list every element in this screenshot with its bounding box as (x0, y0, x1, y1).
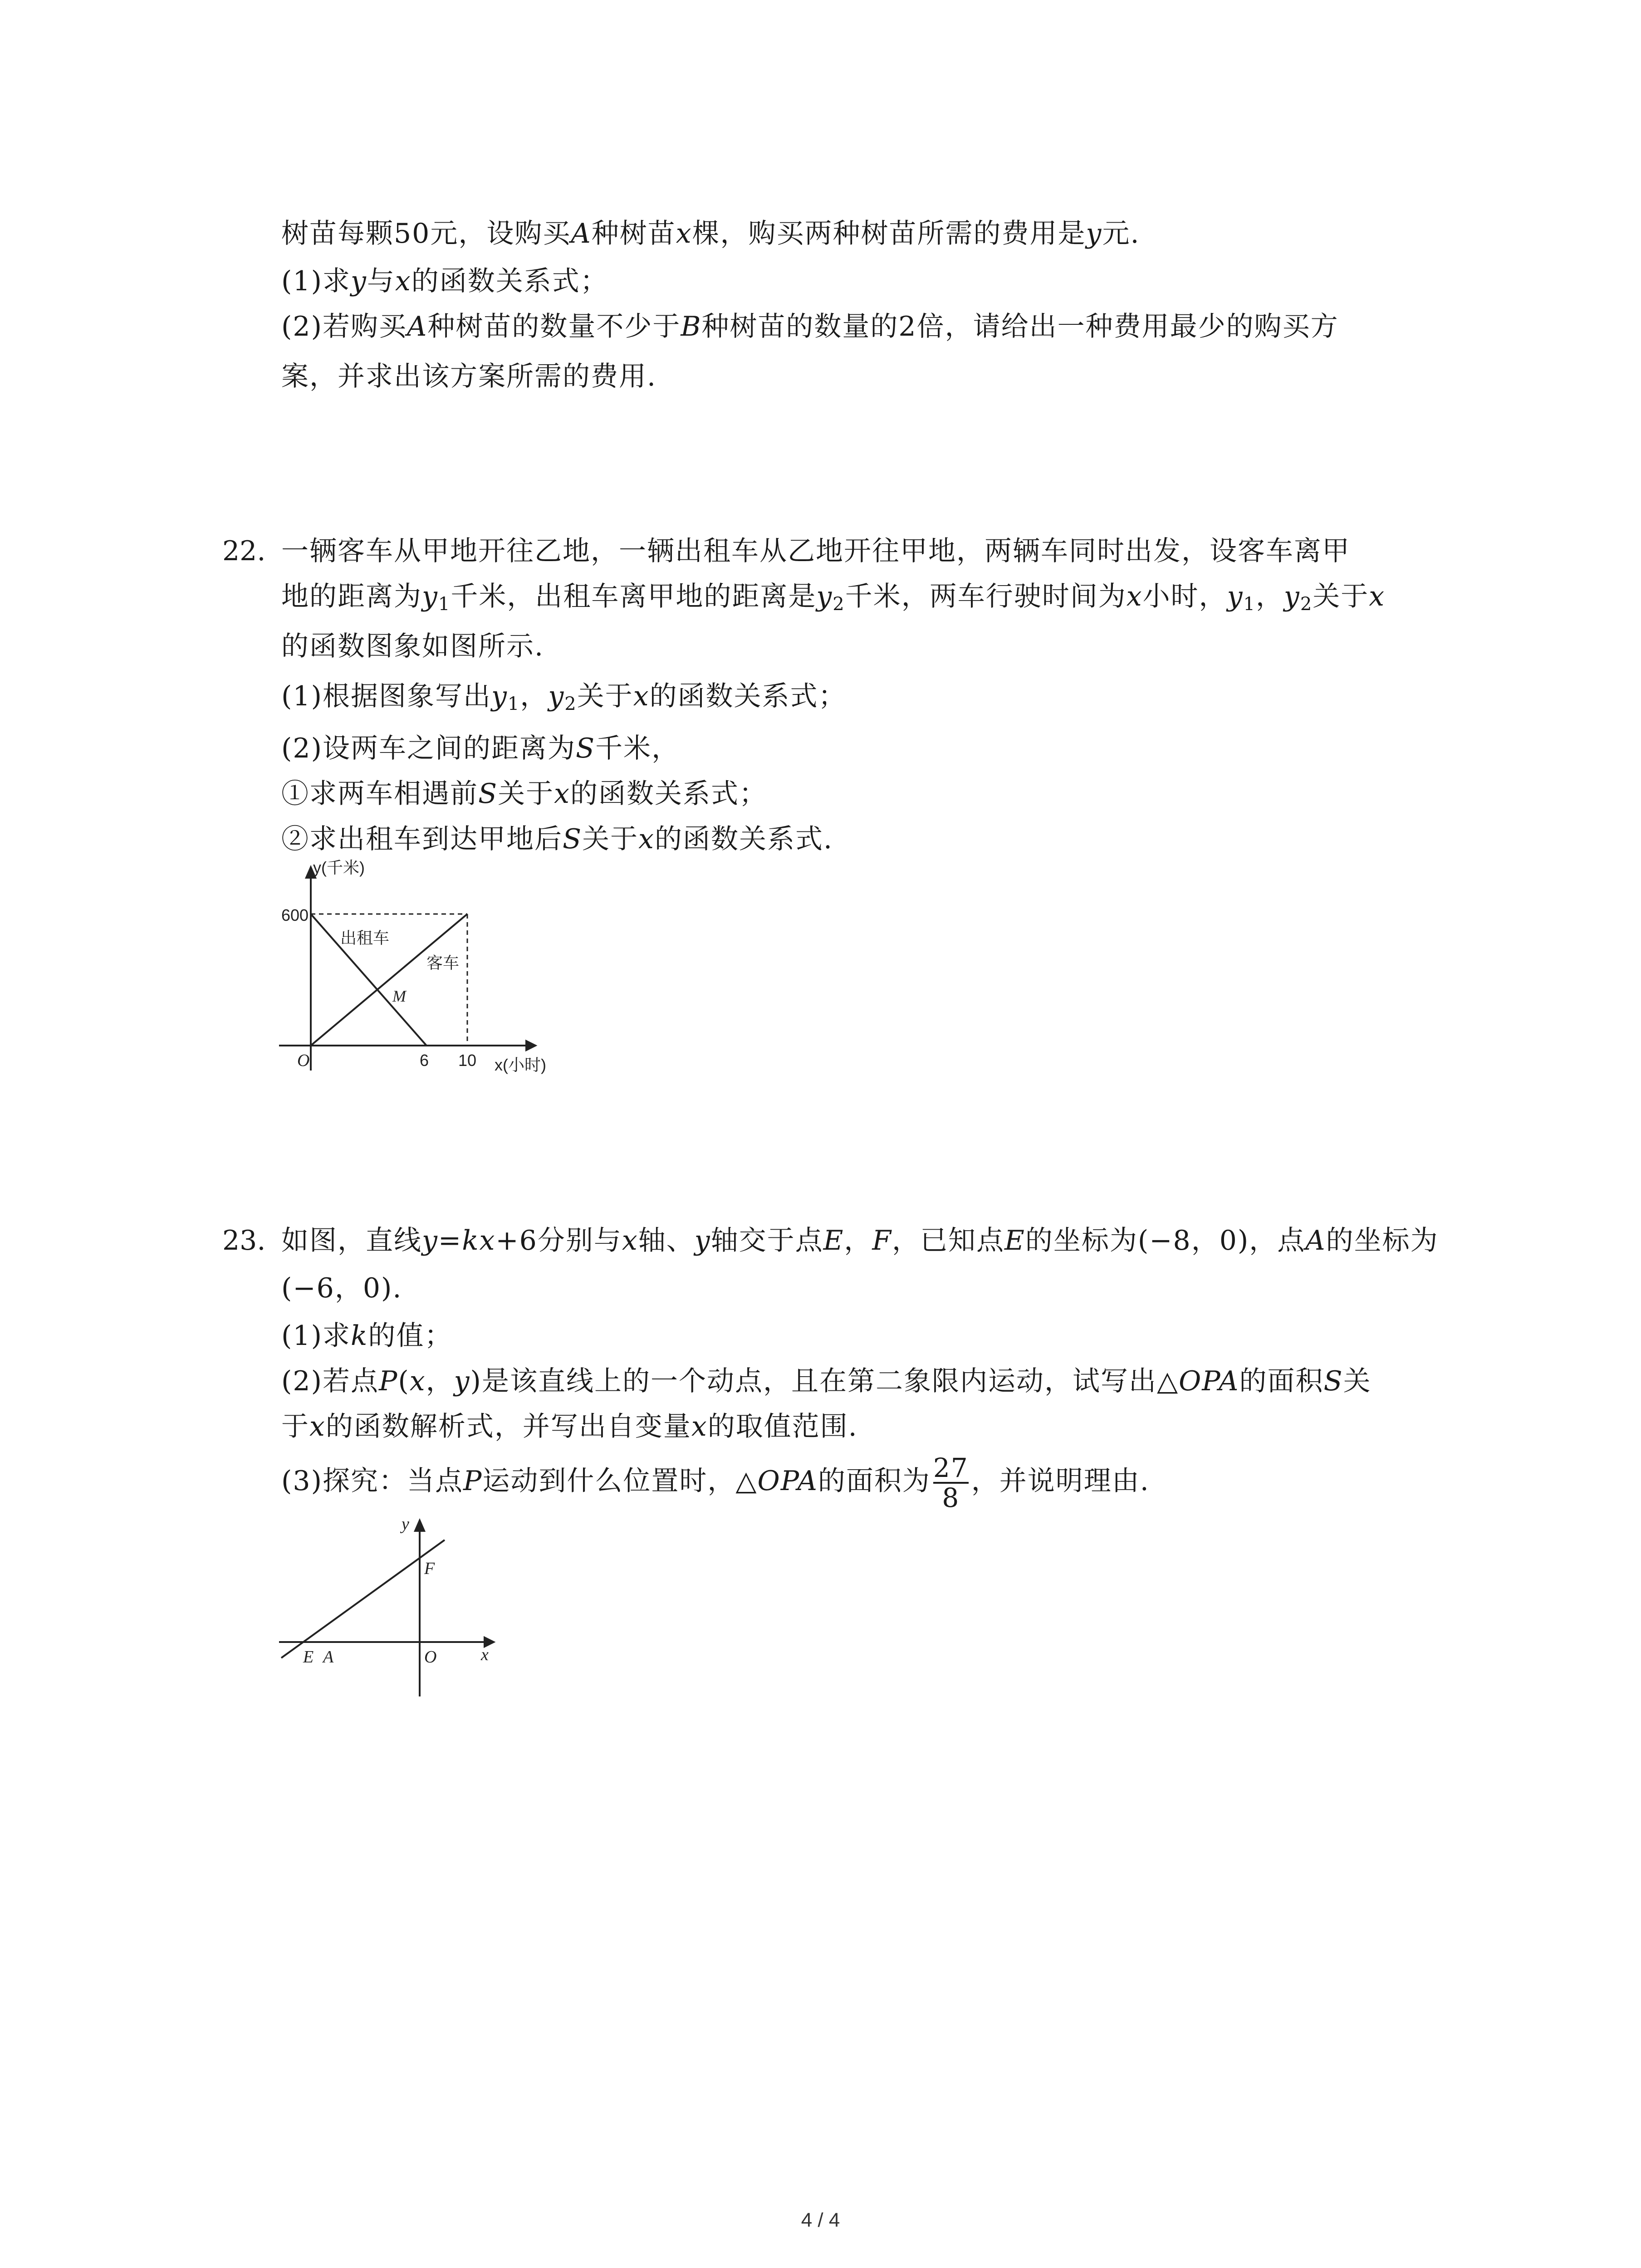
x-tick-10: 10 (458, 1051, 477, 1070)
y-tick-600: 600 (281, 906, 309, 924)
q23-part-3-suffix: ，并说明理由. (971, 1465, 1150, 1497)
x-tick-6: 6 (420, 1051, 429, 1070)
fraction-denominator: 8 (933, 1482, 969, 1512)
q21-part-1: (1)求y与x的函数关系式； (281, 265, 608, 297)
q23-part-1: (1)求k的值； (281, 1320, 453, 1352)
q22-line-2: 地的距离为$y_1$千米，出租车离甲地的距离是$y_2$千米，两车行驶时间为x小时，$y_1$，$y_2$关于x (281, 581, 1386, 615)
q22-part-2i: ①求两车相遇前S关于x的函数关系式； (281, 778, 767, 810)
page-number: 4 / 4 (801, 2209, 840, 2231)
q23-part-2b: 于x的函数解析式，并写出自变量x的取值范围. (281, 1411, 858, 1442)
q22-line-3: 的函数图象如图所示. (281, 631, 544, 662)
taxi-label: 出租车 (340, 929, 390, 947)
q23-number: 23. (222, 1225, 266, 1256)
q23-line-1: 如图，直线y=kx+6分别与x轴、y轴交于点E，F，已知点E的坐标为(−8，0)，点A的坐标为 (281, 1225, 1439, 1256)
q22-number: 22. (222, 535, 266, 567)
point-F-label: F (424, 1559, 435, 1578)
y-axis-arrow (415, 1520, 424, 1531)
point-E-label: E (303, 1647, 314, 1667)
q21-part-2b: 案，并求出该方案所需的费用. (281, 361, 657, 392)
y-axis-label: y(千米) (313, 858, 365, 877)
q22-line-1: 一辆客车从甲地开往乙地，一辆出租车从乙地开往甲地，两辆车同时出发，设客车离甲 (281, 535, 1350, 567)
origin-label: O (424, 1647, 437, 1667)
x-label: x (481, 1645, 489, 1664)
fraction-numerator: 27 (933, 1452, 969, 1484)
q23-part-2a: (2)若点P(x，y)是该直线上的一个动点，且在第二象限内运动，试写出△OPA的面积S关 (281, 1365, 1372, 1397)
q23-line-2: (−6，0). (281, 1272, 402, 1304)
q23-part-3: (3)探究：当点P运动到什么位置时，△OPA的面积为 $\frac{27}{8}$ ，并说明理由. (281, 1452, 1150, 1514)
point-A-label: A (323, 1647, 334, 1667)
q21-line-1: 树苗每颗50元，设购买A种树苗x棵，购买两种树苗所需的费用是y元. (281, 218, 1140, 249)
fraction (933, 1454, 969, 1512)
q22-graph (272, 857, 590, 1084)
q22-part-1: (1)根据图象写出$y_1$，$y_2$关于x的函数关系式； (281, 680, 847, 714)
origin-label: O (297, 1051, 310, 1070)
q22-part-2ii: ②求出租车到达甲地后S关于x的函数关系式. (281, 823, 833, 855)
q21-part-2a: (2)若购买A种树苗的数量不少于B种树苗的数量的2倍，请给出一种费用最少的购买方 (281, 311, 1339, 342)
y-label: y (402, 1515, 409, 1534)
bus-label: 客车 (426, 953, 460, 972)
intersection-label: M (392, 987, 406, 1005)
q23-graph (272, 1510, 508, 1706)
x-axis-label: x(小时) (495, 1056, 546, 1074)
x-axis-arrow (526, 1041, 535, 1050)
q22-part-2: (2)设两车之间的距离为S千米， (281, 733, 680, 764)
